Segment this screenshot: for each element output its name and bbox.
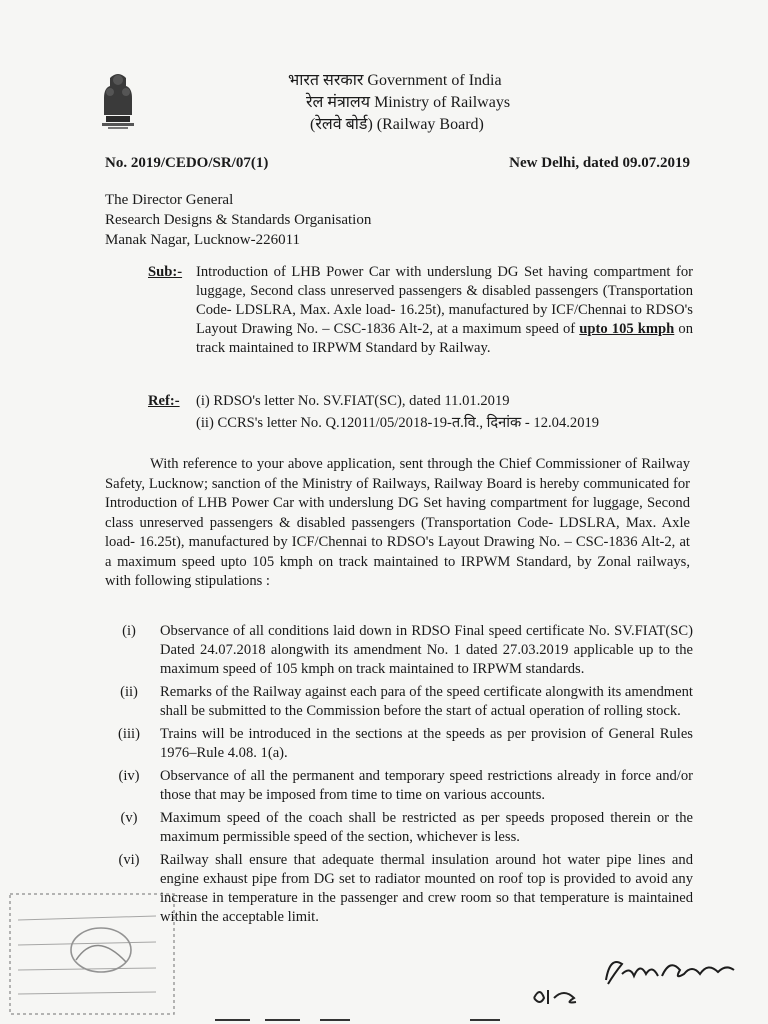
stipulation-text: Observance of all conditions laid down in RDSO Final speed certificate No. SV.FIAT(SC) Dated 24.07.2018 alongwith its amendment No. 1 dated 27.03.2019 applicable up to the maximum speed of 105 kmph on track maintained to IRPWM standards.	[160, 623, 693, 677]
received-stamp-icon	[6, 890, 178, 1018]
subject-text-part: Introduction of LHB Power Car with underslung DG Set having compartment for luggage, Second class unreserved passengers & disabled passengers (Transportation Code- LDSLRA, Max. Axle load- 16.25t), manufactured by ICF/Chennai to RDSO's Layout Drawing No. – CSC-1836 Alt-2, at a maximum speed of	[196, 264, 693, 337]
stipulation-item	[105, 851, 693, 927]
initials-signature-icon	[530, 980, 582, 1008]
stipulation-number: (iv)	[118, 768, 140, 784]
stipulations-list	[105, 622, 693, 931]
stipulation-text: Maximum speed of the coach shall be restricted as per speeds proposed therein or the maximum permissible speed of the section, whichever is less.	[160, 810, 693, 845]
page-footer-marks-icon	[0, 1012, 768, 1024]
subject-label: Sub:-	[148, 264, 183, 280]
stipulation-item	[105, 622, 693, 679]
stipulation-number: (iii)	[118, 726, 140, 742]
subject-text-part: on track maintained to IRPWM Standard by Railway.	[196, 321, 694, 356]
stipulation-number: (ii)	[120, 684, 138, 700]
stipulation-item	[105, 809, 693, 847]
letter-number: No. 2019/CEDO/SR/07(1)	[105, 155, 269, 171]
subject-speed-emphasis: upto 105 kmph	[579, 321, 675, 337]
reference-label: Ref:-	[148, 393, 180, 409]
stipulation-number: (i)	[122, 623, 136, 639]
national-emblem-icon	[96, 68, 140, 130]
stipulation-text: Trains will be introduced in the sections at the speeds as per provision of General Rules 1976–Rule 4.08. 1(a).	[160, 726, 693, 761]
addressee-line: The Director General	[105, 192, 234, 208]
signature-icon	[600, 950, 740, 1000]
body-paragraph: With reference to your above application, sent through the Chief Commissioner of Railway Safety, Lucknow; sanction of the Ministry of Railways, Railway Board is hereby communicated for Introduction of LHB Power Car with underslung DG Set having compartment for luggage, Second class unreserved passengers & disabled passengers (Transportation Code- LDSLRA, Max. Axle load- 16.25t), manufactured by ICF/Chennai to RDSO's Layout Drawing No. – CSC-1836 Alt-2, at a maximum speed upto 105 kmph on track maintained to IRPWM Standard, by Zonal railways, with following stipulations :	[105, 456, 690, 589]
addressee	[105, 190, 371, 250]
stipulation-number: (vi)	[118, 852, 140, 868]
reference-block	[148, 390, 599, 434]
stipulation-text: Railway shall ensure that adequate thermal insulation around hot water pipe lines and engine exhaust pipe from DG set to radiator mounted on roof top is provided to avoid any increase in temperature in the passenger and crew room so that temperature is maintained within the acceptable limit.	[160, 852, 693, 925]
addressee-line: Research Designs & Standards Organisation	[105, 212, 372, 228]
stipulation-text: Remarks of the Railway against each para of the speed certificate alongwith its amendment shall be submitted to the Commission before the start of actual operation of rolling stock.	[160, 684, 693, 719]
reference-item: (i) RDSO's letter No. SV.FIAT(SC), dated 11.01.2019	[196, 393, 510, 409]
letterhead-line-2: रेल मंत्रालय Ministry of Railways	[306, 94, 511, 111]
stipulation-item	[105, 683, 693, 721]
subject-block	[148, 263, 693, 358]
subject-text	[196, 263, 693, 358]
reference-item: (ii) CCRS's letter No. Q.12011/05/2018-19-त.वि., दिनांक - 12.04.2019	[196, 415, 600, 431]
letterhead-line-3: (रेलवे बोर्ड) (Railway Board)	[310, 116, 484, 133]
letter-date: New Delhi, dated 09.07.2019	[509, 155, 690, 171]
stipulation-item	[105, 725, 693, 763]
stipulation-text: Observance of all the permanent and temporary speed restrictions already in force and/or those that may be imposed from time to time on various accounts.	[160, 768, 693, 803]
stipulation-item	[105, 767, 693, 805]
stipulation-number: (v)	[120, 810, 138, 826]
addressee-line: Manak Nagar, Lucknow-226011	[105, 232, 301, 248]
letterhead	[288, 70, 510, 136]
letterhead-line-1: भारत सरकार Government of India	[288, 72, 502, 89]
